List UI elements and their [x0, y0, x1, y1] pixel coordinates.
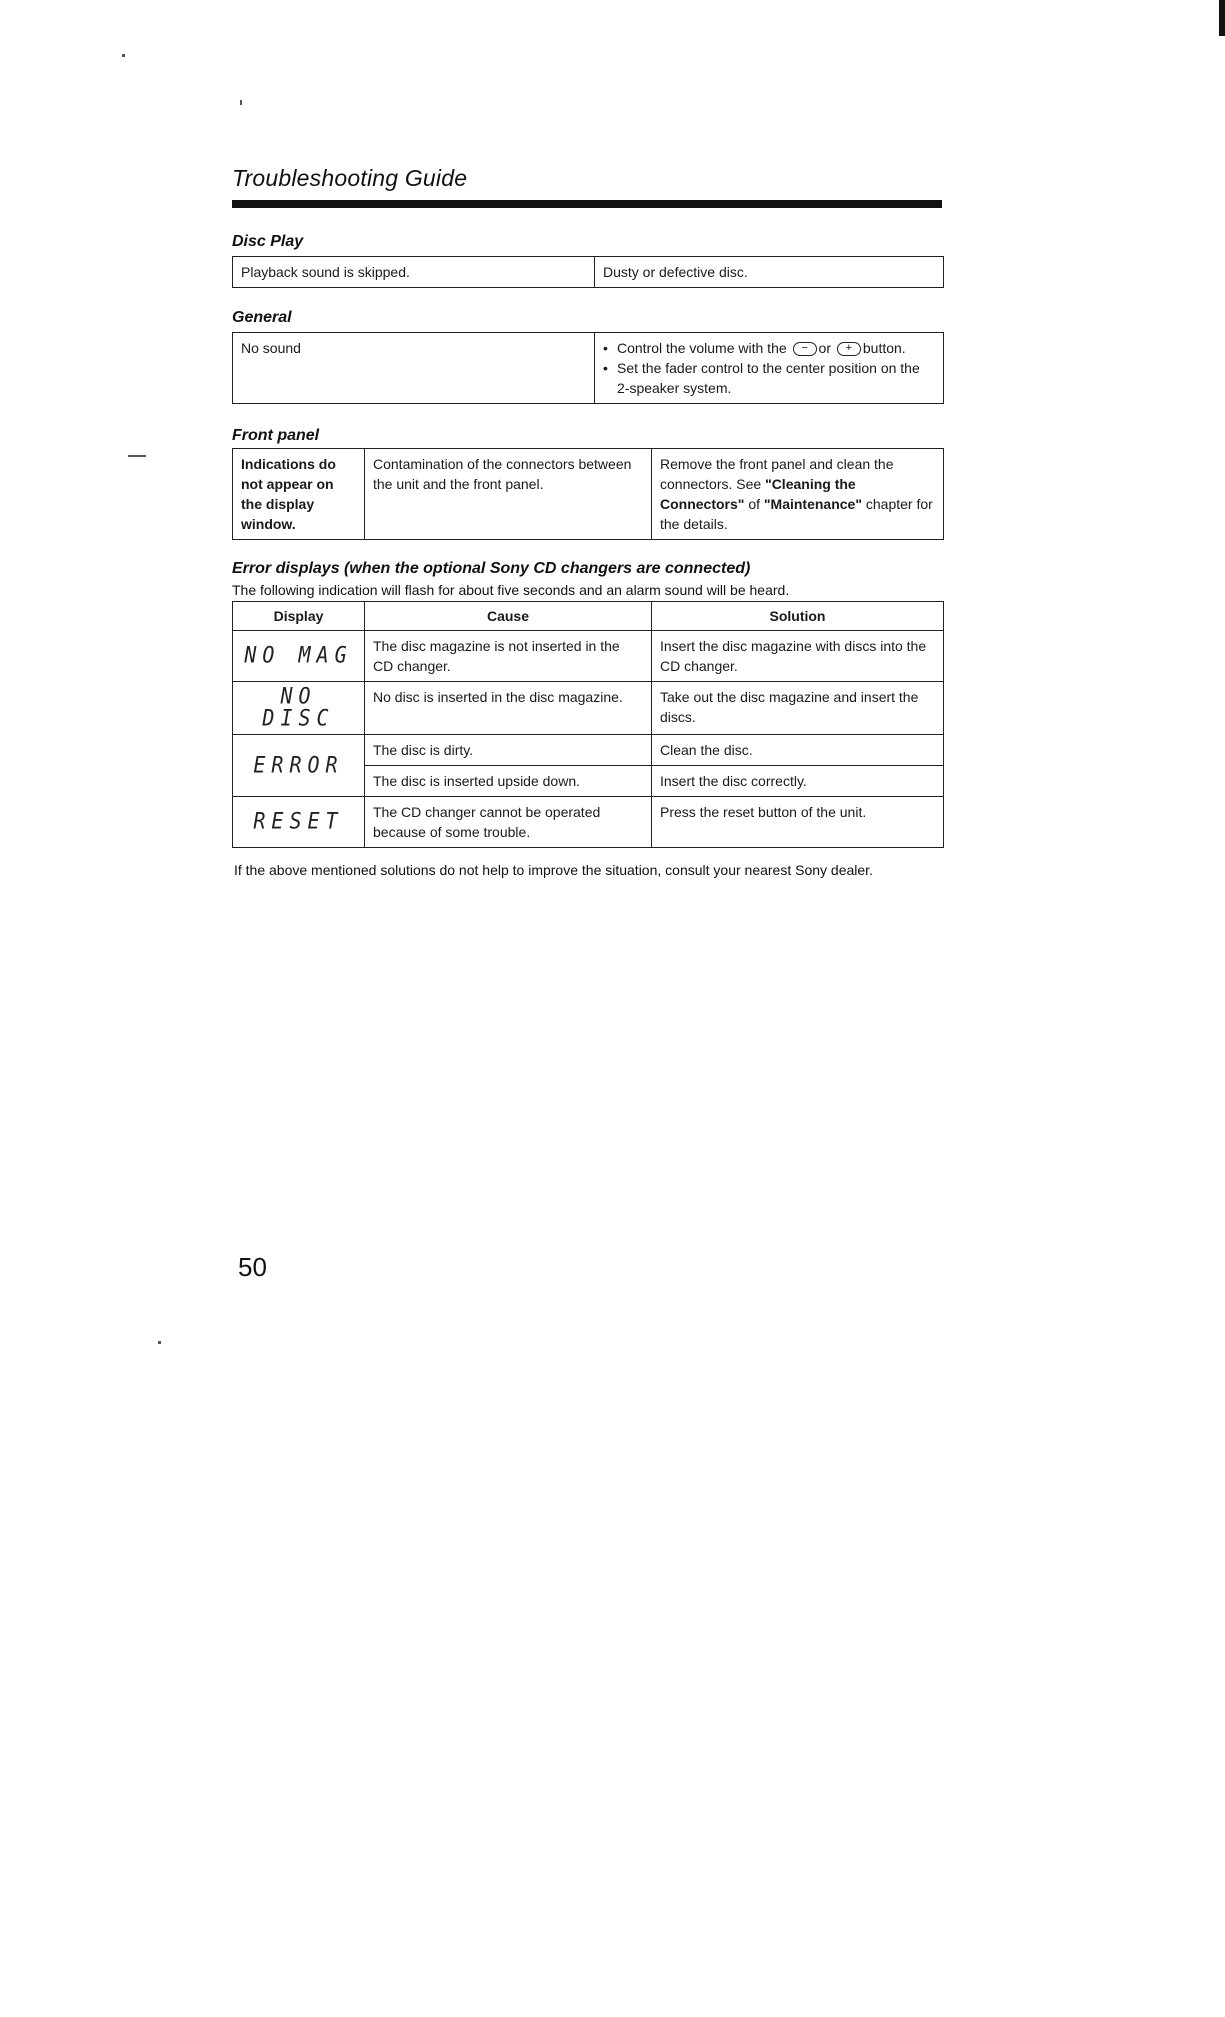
cause-cell: The CD changer cannot be operated because of some trouble. [365, 797, 652, 848]
cause-cell: Contamination of the connectors between the unit and the front panel. [365, 449, 652, 540]
table-header-row [233, 602, 944, 631]
display-cell [233, 631, 365, 682]
solution-bold-text: "Cleaning the Connectors" [660, 476, 856, 512]
list-item: • Set the fader control to the center position on the 2-speaker system. [603, 358, 935, 398]
table-row [233, 735, 944, 766]
cause-cell: The disc magazine is not inserted in the CD changer. [365, 631, 652, 682]
table-row [233, 333, 944, 404]
scan-speck [240, 100, 242, 105]
table-row [233, 631, 944, 682]
table-row [233, 257, 944, 288]
footer-note: If the above mentioned solutions do not help to improve the situation, consult your nearest Sony dealer. [234, 862, 873, 878]
solution-list [603, 338, 935, 398]
scan-speck [128, 455, 146, 457]
solution-text: chapter for the details. [660, 496, 933, 532]
solution-bold-text: "Maintenance" [763, 496, 862, 512]
column-header-display: Display [233, 602, 365, 631]
solution-text: Control the volume with the [617, 340, 787, 356]
page-header [232, 165, 942, 208]
cause-cell: No disc is inserted in the disc magazine. [365, 682, 652, 735]
display-cell [233, 735, 365, 797]
solution-text: Remove the front panel and clean the connectors. See [660, 456, 894, 492]
section-title-general: General [232, 309, 292, 326]
cause-cell: The disc is inserted upside down. [365, 766, 652, 797]
solution-cell [595, 333, 944, 404]
display-cell [233, 797, 365, 848]
column-header-cause: Cause [365, 602, 652, 631]
plus-button-icon: + [837, 342, 861, 356]
display-cell [233, 682, 365, 735]
section-title-disc-play: Disc Play [232, 233, 304, 250]
front-panel-table [232, 448, 944, 540]
table-row [233, 682, 944, 735]
solution-text: of [744, 496, 764, 512]
lcd-readout: NO DISC [262, 682, 335, 732]
cause-cell: The disc is dirty. [365, 735, 652, 766]
table-row [233, 797, 944, 848]
solution-cell: Dusty or defective disc. [595, 257, 944, 288]
solution-cell [652, 449, 944, 540]
table-row [233, 449, 944, 540]
disc-play-table [232, 256, 944, 288]
title-rule [232, 200, 942, 208]
page-title: Troubleshooting Guide [232, 165, 468, 191]
solution-cell: Press the reset button of the unit. [652, 797, 944, 848]
lcd-readout: RESET [253, 807, 344, 835]
error-displays-table [232, 601, 944, 848]
column-header-solution: Solution [652, 602, 944, 631]
lcd-readout: NO MAG [244, 641, 353, 669]
solution-cell: Insert the disc magazine with discs into the CD changer. [652, 631, 944, 682]
error-intro: The following indication will flash for about five seconds and an alarm sound will be heard. [232, 582, 790, 598]
problem-cell: Playback sound is skipped. [233, 257, 595, 288]
section-title-front-panel: Front panel [232, 427, 320, 444]
problem-cell: No sound [233, 333, 595, 404]
list-item [603, 338, 935, 358]
solution-text: or [818, 340, 831, 356]
solution-cell: Insert the disc correctly. [652, 766, 944, 797]
scan-speck [122, 54, 125, 57]
section-title-error-displays: Error displays (when the optional Sony CD changers are connected) [232, 560, 751, 577]
solution-cell: Take out the disc magazine and insert the discs. [652, 682, 944, 735]
lcd-readout: ERROR [253, 751, 344, 778]
general-table [232, 332, 944, 404]
solution-cell: Clean the disc. [652, 735, 944, 766]
solution-text: button. [862, 340, 906, 356]
scan-speck [158, 1341, 161, 1344]
scan-edge-mark [1219, 0, 1225, 36]
problem-cell: Indications do not appear on the display window. [233, 449, 365, 540]
page-number: 50 [238, 1252, 267, 1282]
minus-button-icon: − [793, 342, 817, 356]
